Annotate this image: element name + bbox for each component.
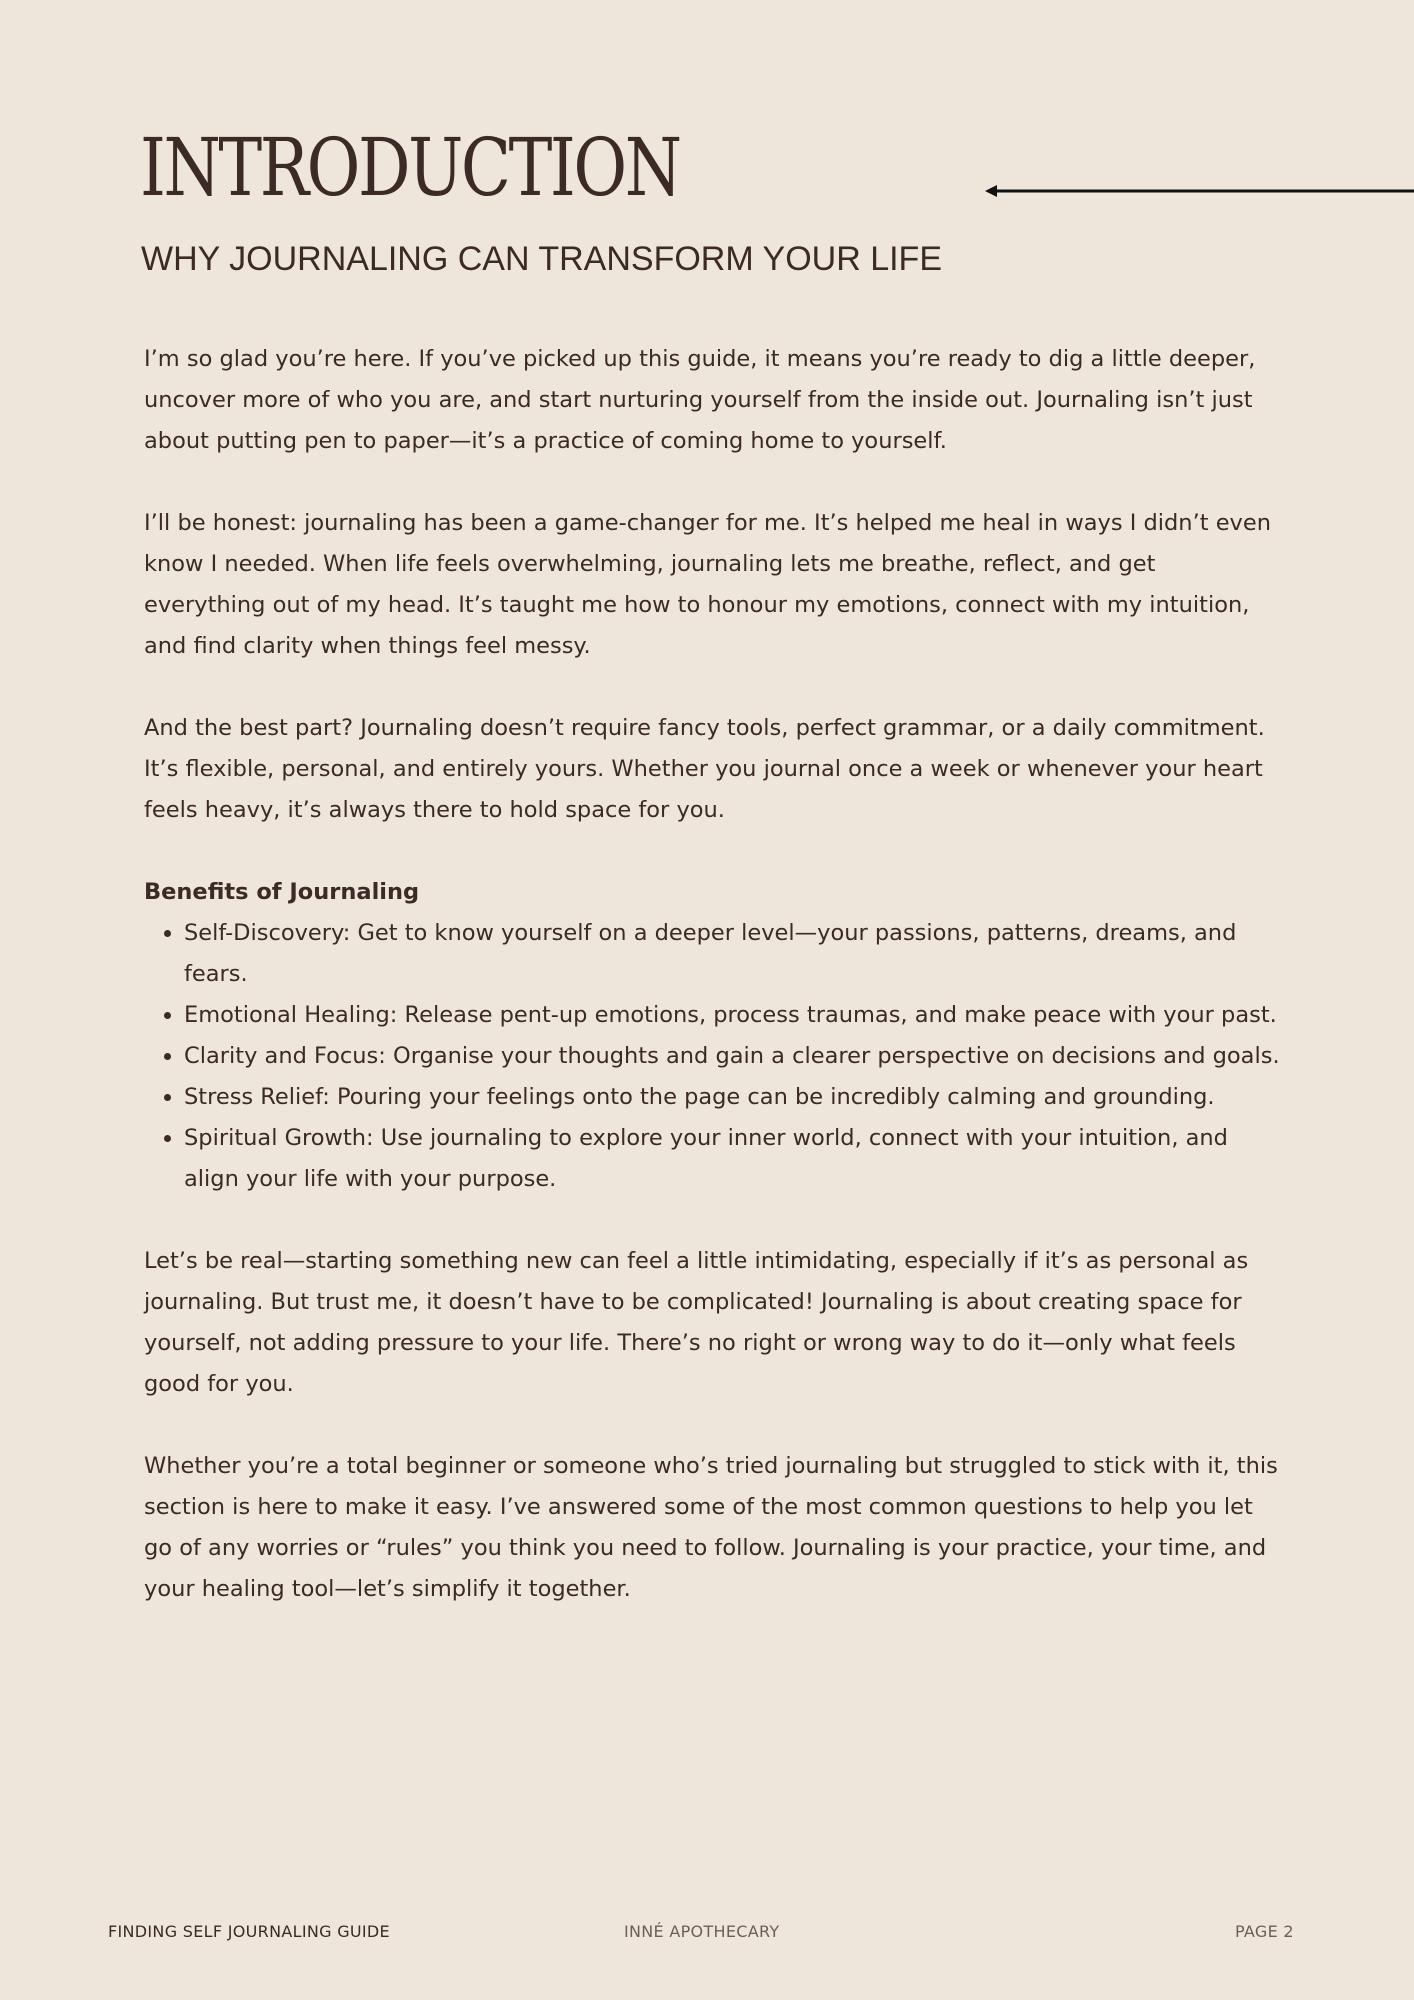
main-content	[144, 339, 1284, 1651]
benefits-heading: Benefits of Journaling	[144, 879, 420, 905]
closing-paragraph-1: Let’s be real—starting something new can feel a little intimidating, especially if it’s as personal as journaling. But trust me, it doesn’t have to be complicated! Journaling is about creating space for yourself, not adding pressure to your life. There’s no right or wrong way to do it—only what feels good for you.	[144, 1248, 1249, 1397]
page-title: INTRODUCTION	[140, 121, 680, 214]
intro-paragraph-2: I’ll be honest: journaling has been a game-changer for me. It’s helped me heal in ways I didn’t even know I needed. When life feels overwhelming, journaling lets me breathe, reflect, and get everything out of my head. It’s taught me how to honour my emotions, connect with my intuition, and find clarity when things feel messy.	[144, 510, 1271, 659]
benefit-item-emotional-healing: • Emotional Healing: Release pent-up emotions, process traumas, and make peace with your past.	[184, 995, 1284, 1036]
benefits-list	[144, 913, 1284, 1200]
benefit-item-self-discovery: • Self-Discovery: Get to know yourself on a deeper level—your passions, patterns, dreams, and fears.	[184, 913, 1284, 995]
arrow-left-icon	[985, 181, 1414, 201]
footer-guide-title: FINDING SELF JOURNALING GUIDE	[108, 1922, 390, 1941]
benefit-item-spiritual-growth: • Spiritual Growth: Use journaling to explore your inner world, connect with your intuition, and align your life with your purpose.	[184, 1118, 1284, 1200]
intro-paragraph-1: I’m so glad you’re here. If you’ve picked up this guide, it means you’re ready to dig a little deeper, uncover more of who you are, and start nurturing yourself from the inside out. Journaling isn’t just about putting pen to paper—it’s a practice of coming home to yourself.	[144, 346, 1256, 454]
closing-paragraph-2: Whether you’re a total beginner or someone who’s tried journaling but struggled to stick with it, this section is here to make it easy. I’ve answered some of the most common questions to help you let go of any worries or “rules” you think you need to follow. Journaling is your practice, your time, and your healing tool—let’s simplify it together.	[144, 1453, 1278, 1602]
benefit-item-clarity-focus: • Clarity and Focus: Organise your thoughts and gain a clearer perspective on decisions and goals.	[184, 1036, 1284, 1077]
footer-page-number: PAGE 2	[1235, 1922, 1294, 1941]
intro-paragraph-3: And the best part? Journaling doesn’t require fancy tools, perfect grammar, or a daily commitment. It’s flexible, personal, and entirely yours. Whether you journal once a week or whenever your heart feels heavy, it’s always there to hold space for you.	[144, 715, 1265, 823]
page-subtitle: WHY JOURNALING CAN TRANSFORM YOUR LIFE	[141, 240, 942, 278]
benefit-item-stress-relief: • Stress Relief: Pouring your feelings onto the page can be incredibly calming and grounding.	[184, 1077, 1284, 1118]
footer-brand: INNÉ APOTHECARY	[624, 1922, 780, 1941]
